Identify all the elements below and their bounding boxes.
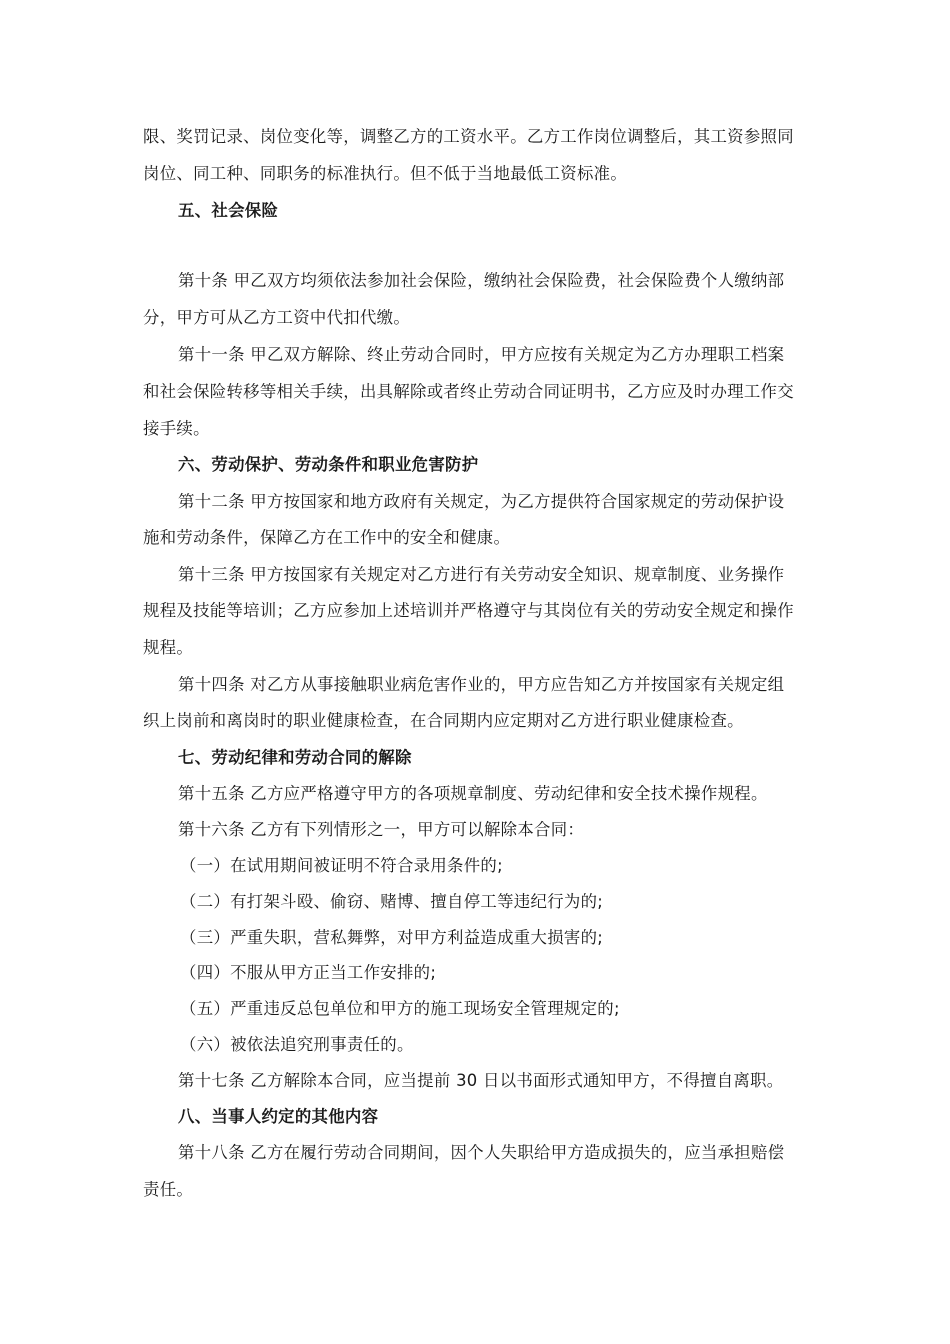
section-heading-6: 六、劳动保护、劳动条件和职业危害防护 bbox=[178, 455, 479, 474]
body-line: 规程及技能等培训；乙方应参加上述培训并严格遵守与其岗位有关的劳动安全规定和操作 bbox=[143, 601, 794, 620]
section-heading-5: 五、社会保险 bbox=[178, 201, 279, 220]
article-17: 第十七条 乙方解除本合同，应当提前 30 日以书面形式通知甲方，不得擅自离职。 bbox=[178, 1071, 784, 1090]
body-line: 接手续。 bbox=[143, 419, 210, 438]
list-item: （三）严重失职，营私舞弊，对甲方利益造成重大损害的; bbox=[180, 928, 604, 947]
article-10: 第十条 甲乙双方均须依法参加社会保险，缴纳社会保险费，社会保险费个人缴纳部 bbox=[178, 271, 785, 290]
body-line: 规程。 bbox=[143, 638, 194, 657]
list-item: （一）在试用期间被证明不符合录用条件的; bbox=[180, 856, 503, 875]
body-line: 施和劳动条件，保障乙方在工作中的安全和健康。 bbox=[143, 528, 511, 547]
section-heading-7: 七、劳动纪律和劳动合同的解除 bbox=[178, 748, 412, 767]
body-line: 和社会保险转移等相关手续，出具解除或者终止劳动合同证明书，乙方应及时办理工作交 bbox=[143, 382, 794, 401]
section-heading-8: 八、当事人约定的其他内容 bbox=[178, 1107, 379, 1126]
article-12: 第十二条 甲方按国家和地方政府有关规定，为乙方提供符合国家规定的劳动保护设 bbox=[178, 492, 785, 511]
body-line: 分，甲方可从乙方工资中代扣代缴。 bbox=[143, 308, 411, 327]
article-16: 第十六条 乙方有下列情形之一，甲方可以解除本合同： bbox=[178, 820, 585, 839]
article-18: 第十八条 乙方在履行劳动合同期间，因个人失职给甲方造成损失的，应当承担赔偿 bbox=[178, 1143, 785, 1162]
article-15: 第十五条 乙方应严格遵守甲方的各项规章制度、劳动纪律和安全技术操作规程。 bbox=[178, 784, 768, 803]
article-14: 第十四条 对乙方从事接触职业病危害作业的，甲方应告知乙方并按国家有关规定组 bbox=[178, 675, 785, 694]
list-item: （五）严重违反总包单位和甲方的施工现场安全管理规定的; bbox=[180, 999, 620, 1018]
article-11: 第十一条 甲乙双方解除、终止劳动合同时，甲方应按有关规定为乙方办理职工档案 bbox=[178, 345, 785, 364]
article-13: 第十三条 甲方按国家有关规定对乙方进行有关劳动安全知识、规章制度、业务操作 bbox=[178, 565, 785, 584]
body-line: 限、奖罚记录、岗位变化等，调整乙方的工资水平。乙方工作岗位调整后，其工资参照同 bbox=[143, 127, 794, 146]
list-item: （二）有打架斗殴、偷窃、赌博、擅自停工等违纪行为的; bbox=[180, 892, 604, 911]
body-line: 织上岗前和离岗时的职业健康检查，在合同期内应定期对乙方进行职业健康检查。 bbox=[143, 711, 744, 730]
body-line: 责任。 bbox=[143, 1180, 194, 1199]
body-line: 岗位、同工种、同职务的标准执行。但不低于当地最低工资标准。 bbox=[143, 164, 628, 183]
list-item: （六）被依法追究刑事责任的。 bbox=[180, 1035, 414, 1054]
list-item: （四）不服从甲方正当工作安排的; bbox=[180, 963, 437, 982]
